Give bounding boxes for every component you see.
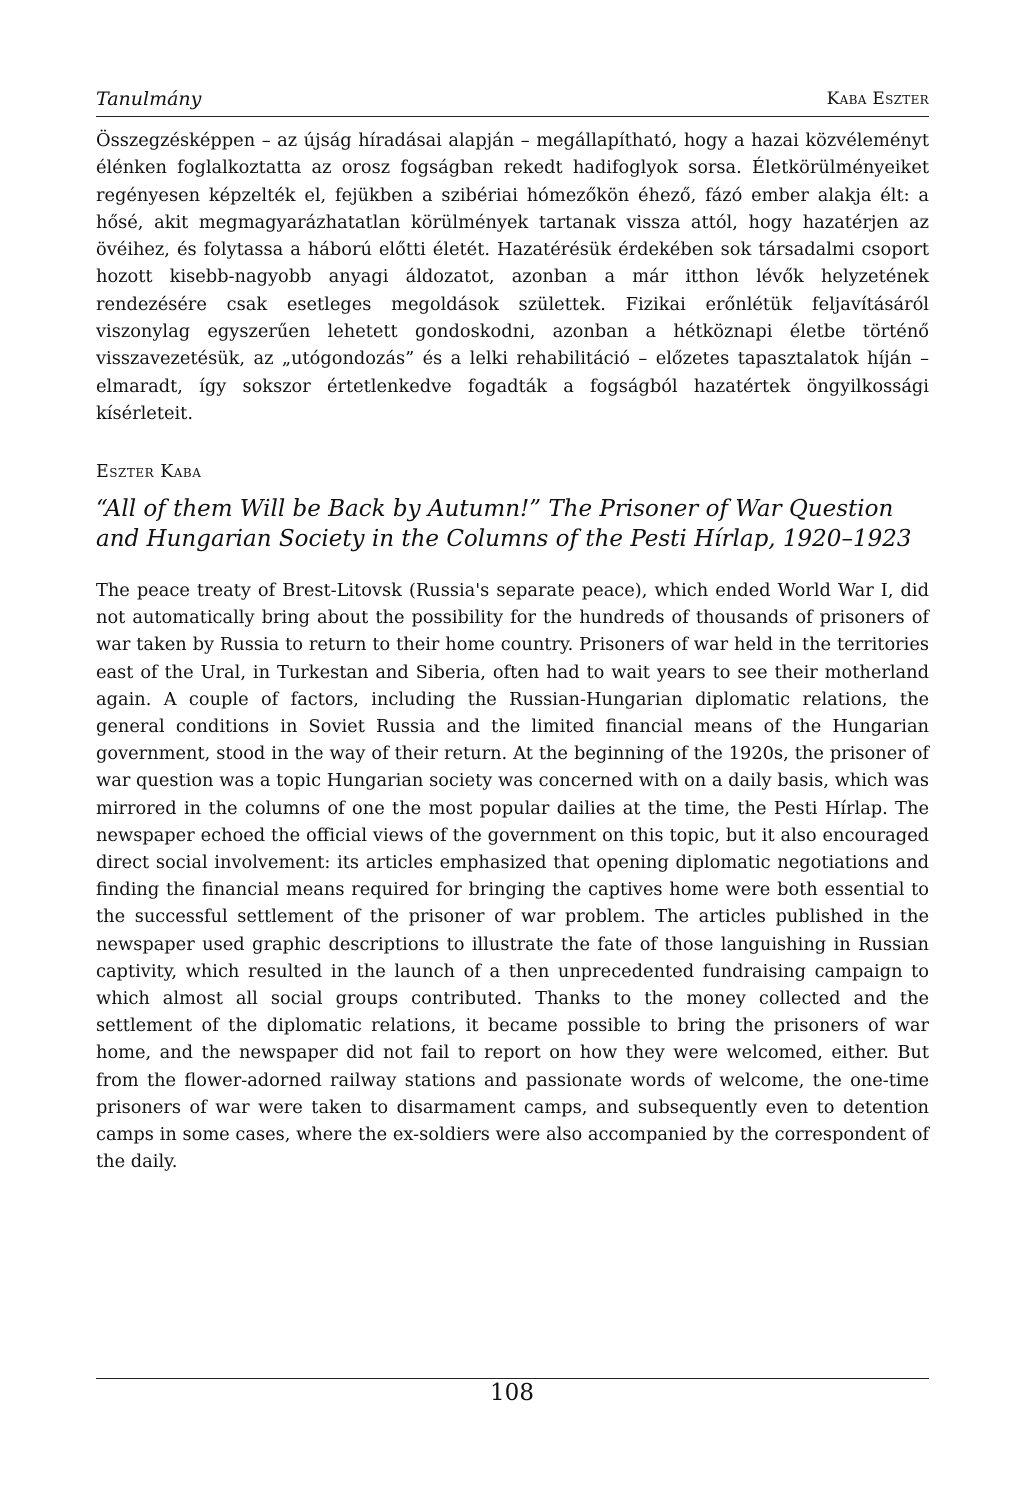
- running-header: [96, 86, 929, 117]
- footer-divider: [96, 1378, 929, 1379]
- abstract-author: Eszter Kaba: [96, 462, 202, 482]
- abstract-title: “All of them Will be Back by Autumn!” The Prisoner of War Question and Hungarian Society in the Columns of the Pesti Hírlap, 1920–1923: [96, 496, 912, 552]
- header-section-title: Tanulmány: [96, 88, 202, 110]
- header-author: Kaba Eszter: [826, 89, 929, 109]
- page-number: 108: [490, 1380, 534, 1406]
- hungarian-summary-paragraph: Összegzésképpen – az újság híradásai alapján – megállapítható, hogy a hazai közvéleményt élénken foglalkoztatta az orosz fogságban rekedt hadifoglyok sorsa. Életkörülményeiket regényesen képzelték el, fejükben a szibériai hómezőkön éhező, fázó ember alakja élt: a hősé, akit megmagyarázhatatlan körülmények tartanak vissza attól, hogy hazatérjen az övéihez, és folytassa a háború előtti életét. Hazatérésük érdekében sok társadalmi csoport hozott kisebb-nagyobb anyagi áldozatot, azonban a már itthon lévők helyzetének rendezésére csak esetleges megoldások születtek. Fizikai erőnlétük feljavításáról viszonylag egyszerűen lehetett gondoskodni, azonban a hétköznapi életbe történő visszavezetésük, az „utógondozás” és a lelki rehabilitáció – előzetes tapasztalatok híján – elmaradt, így sokszor értetlenkedve fogadták a fogságból hazatértek öngyilkossági kísérleteit.: [96, 130, 929, 424]
- english-abstract-paragraph: The peace treaty of Brest-Litovsk (Russia's separate peace), which ended World War I, did not automatically bring about the possibility for the hundreds of thousands of prisoners of war taken by Russia to return to their home country. Prisoners of war held in the territories east of the Ural, in Turkestan and Siberia, often had to wait years to see their motherland again. A couple of factors, including the Russian-Hungarian diplomatic relations, the general conditions in Soviet Russia and the limited financial means of the Hungarian government, stood in the way of their return. At the beginning of the 1920s, the prisoner of war question was a topic Hungarian society was concerned with on a daily basis, which was mirrored in the columns of one the most popular dailies at the time, the Pesti Hírlap. The newspaper echoed the official views of the government on this topic, but it also encouraged direct social involvement: its articles emphasized that opening diplomatic negotiations and finding the financial means required for bringing the captives home were both essential to the successful settlement of the prisoner of war problem. The articles published in the newspaper used graphic descriptions to illustrate the fate of those languishing in Russian captivity, which resulted in the launch of a then unprecedented fundraising campaign to which almost all social groups contributed. Thanks to the money collected and the settlement of the diplomatic relations, it became possible to bring the prisoners of war home, and the newspaper did not fail to report on how they were welcomed, either. But from the flower-adorned railway stations and passionate words of welcome, the one-time prisoners of war were taken to disarmament camps, and subsequently even to detention camps in some cases, where the ex-soldiers were also accompanied by the correspondent of the daily.: [96, 580, 929, 1173]
